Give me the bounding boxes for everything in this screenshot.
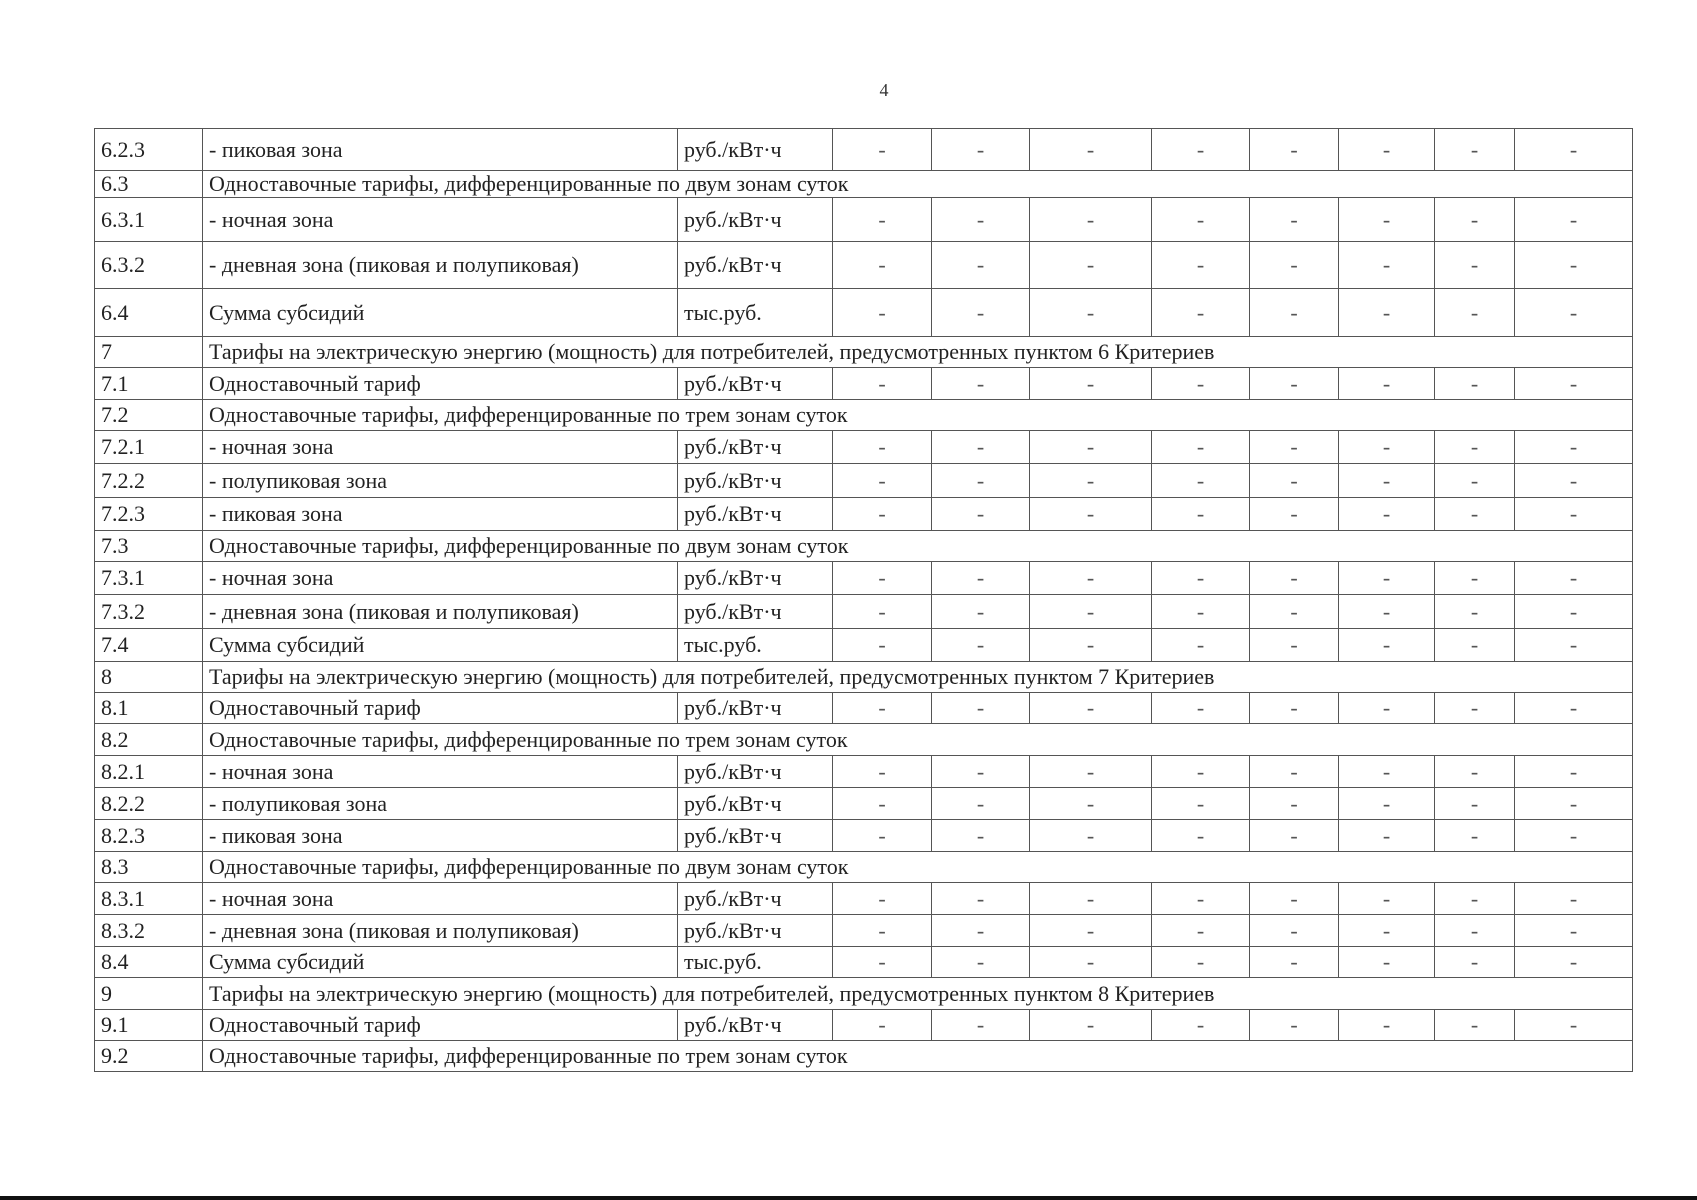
row-number: 9.2 (95, 1041, 203, 1072)
section-row (95, 662, 1633, 693)
value-cell: - (833, 820, 932, 852)
value-cell: - (1152, 820, 1250, 852)
section-title: Одноставочные тарифы, дифференцированные по двум зонам суток (203, 171, 1633, 198)
value-cell: - (932, 595, 1030, 629)
value-cell: - (932, 883, 1030, 915)
value-cell: - (1339, 629, 1435, 662)
row-number: 8.1 (95, 693, 203, 724)
section-title: Тарифы на электрическую энергию (мощность) для потребителей, предусмотренных пунктом 8 Критериев (203, 978, 1633, 1010)
section-row (95, 852, 1633, 883)
row-number: 9.1 (95, 1010, 203, 1041)
row-description: - пиковая зона (203, 820, 678, 852)
value-cell: - (932, 562, 1030, 595)
page-number: 4 (879, 80, 889, 100)
value-cell: - (1435, 915, 1515, 947)
table-row (95, 1010, 1633, 1041)
row-number: 8 (95, 662, 203, 693)
value-cell: - (1339, 198, 1435, 242)
unit-cell: руб./кВт·ч (678, 198, 833, 242)
value-cell: - (1339, 788, 1435, 820)
value-cell: - (1030, 820, 1152, 852)
value-cell: - (1152, 883, 1250, 915)
tariff-table (94, 128, 1633, 1072)
value-cell: - (1435, 242, 1515, 289)
section-row (95, 171, 1633, 198)
table-row (95, 788, 1633, 820)
value-cell: - (1152, 464, 1250, 498)
row-description: - ночная зона (203, 883, 678, 915)
value-cell: - (1152, 693, 1250, 724)
unit-cell: руб./кВт·ч (678, 820, 833, 852)
value-cell: - (833, 498, 932, 531)
table-row (95, 947, 1633, 978)
row-description: - ночная зона (203, 431, 678, 464)
value-cell: - (1435, 883, 1515, 915)
row-description: - дневная зона (пиковая и полупиковая) (203, 595, 678, 629)
row-description: - ночная зона (203, 756, 678, 788)
value-cell: - (932, 693, 1030, 724)
value-cell: - (1339, 693, 1435, 724)
row-description: - полупиковая зона (203, 464, 678, 498)
value-cell: - (833, 756, 932, 788)
value-cell: - (1152, 788, 1250, 820)
value-cell: - (932, 947, 1030, 978)
table-row (95, 242, 1633, 289)
value-cell: - (833, 629, 932, 662)
table-row (95, 368, 1633, 400)
value-cell: - (1515, 756, 1633, 788)
value-cell: - (1152, 198, 1250, 242)
value-cell: - (1152, 756, 1250, 788)
value-cell: - (1152, 629, 1250, 662)
row-number: 8.2 (95, 724, 203, 756)
value-cell: - (1030, 562, 1152, 595)
value-cell: - (1152, 595, 1250, 629)
value-cell: - (1152, 242, 1250, 289)
value-cell: - (1030, 431, 1152, 464)
value-cell: - (1250, 289, 1339, 337)
value-cell: - (1250, 562, 1339, 595)
unit-cell: руб./кВт·ч (678, 129, 833, 171)
value-cell: - (1250, 198, 1339, 242)
row-description: - дневная зона (пиковая и полупиковая) (203, 915, 678, 947)
table-row (95, 562, 1633, 595)
value-cell: - (1515, 820, 1633, 852)
value-cell: - (1339, 431, 1435, 464)
value-cell: - (1030, 129, 1152, 171)
row-number: 7.2.3 (95, 498, 203, 531)
table-row (95, 820, 1633, 852)
row-number: 7.3.1 (95, 562, 203, 595)
value-cell: - (833, 595, 932, 629)
row-description: Одноставочный тариф (203, 1010, 678, 1041)
value-cell: - (1250, 629, 1339, 662)
value-cell: - (1339, 947, 1435, 978)
table-row (95, 289, 1633, 337)
unit-cell: руб./кВт·ч (678, 756, 833, 788)
value-cell: - (932, 1010, 1030, 1041)
value-cell: - (1435, 820, 1515, 852)
row-number: 8.3 (95, 852, 203, 883)
value-cell: - (1435, 198, 1515, 242)
value-cell: - (932, 498, 1030, 531)
section-row (95, 1041, 1633, 1072)
value-cell: - (1152, 368, 1250, 400)
row-number: 7.2.1 (95, 431, 203, 464)
value-cell: - (1030, 242, 1152, 289)
value-cell: - (932, 198, 1030, 242)
value-cell: - (1515, 693, 1633, 724)
value-cell: - (833, 242, 932, 289)
value-cell: - (1435, 289, 1515, 337)
value-cell: - (833, 129, 932, 171)
value-cell: - (1515, 1010, 1633, 1041)
value-cell: - (1250, 464, 1339, 498)
value-cell: - (932, 629, 1030, 662)
row-number: 8.3.2 (95, 915, 203, 947)
value-cell: - (833, 562, 932, 595)
section-title: Одноставочные тарифы, дифференцированные по двум зонам суток (203, 531, 1633, 562)
value-cell: - (1250, 129, 1339, 171)
value-cell: - (1030, 947, 1152, 978)
value-cell: - (1250, 242, 1339, 289)
value-cell: - (932, 289, 1030, 337)
value-cell: - (932, 368, 1030, 400)
value-cell: - (1250, 595, 1339, 629)
value-cell: - (1435, 498, 1515, 531)
table-row (95, 431, 1633, 464)
value-cell: - (1515, 629, 1633, 662)
value-cell: - (1030, 1010, 1152, 1041)
value-cell: - (833, 947, 932, 978)
value-cell: - (1435, 693, 1515, 724)
value-cell: - (1152, 431, 1250, 464)
table-row (95, 498, 1633, 531)
unit-cell: тыс.руб. (678, 629, 833, 662)
row-description: Сумма субсидий (203, 289, 678, 337)
value-cell: - (833, 915, 932, 947)
row-description: Сумма субсидий (203, 629, 678, 662)
unit-cell: руб./кВт·ч (678, 693, 833, 724)
value-cell: - (1152, 289, 1250, 337)
value-cell: - (1515, 915, 1633, 947)
row-number: 8.4 (95, 947, 203, 978)
unit-cell: руб./кВт·ч (678, 883, 833, 915)
row-number: 7.1 (95, 368, 203, 400)
unit-cell: руб./кВт·ч (678, 1010, 833, 1041)
section-title: Тарифы на электрическую энергию (мощность) для потребителей, предусмотренных пунктом 7 Критериев (203, 662, 1633, 693)
table-row (95, 129, 1633, 171)
value-cell: - (1250, 947, 1339, 978)
value-cell: - (1250, 756, 1339, 788)
table-row (95, 629, 1633, 662)
row-description: - полупиковая зона (203, 788, 678, 820)
value-cell: - (833, 368, 932, 400)
value-cell: - (1250, 431, 1339, 464)
row-description: Сумма субсидий (203, 947, 678, 978)
value-cell: - (932, 915, 1030, 947)
unit-cell: тыс.руб. (678, 289, 833, 337)
value-cell: - (1030, 198, 1152, 242)
row-number: 7.3.2 (95, 595, 203, 629)
value-cell: - (1030, 498, 1152, 531)
row-description: Одноставочный тариф (203, 368, 678, 400)
value-cell: - (1435, 129, 1515, 171)
value-cell: - (1515, 498, 1633, 531)
value-cell: - (1030, 629, 1152, 662)
value-cell: - (1250, 883, 1339, 915)
value-cell: - (1435, 629, 1515, 662)
section-title: Одноставочные тарифы, дифференцированные по трем зонам суток (203, 724, 1633, 756)
value-cell: - (1250, 1010, 1339, 1041)
value-cell: - (1250, 498, 1339, 531)
value-cell: - (1030, 289, 1152, 337)
row-number: 7.4 (95, 629, 203, 662)
section-row (95, 337, 1633, 368)
value-cell: - (1339, 562, 1435, 595)
value-cell: - (1339, 498, 1435, 531)
value-cell: - (833, 431, 932, 464)
value-cell: - (1030, 595, 1152, 629)
value-cell: - (1030, 693, 1152, 724)
value-cell: - (1515, 947, 1633, 978)
section-row (95, 531, 1633, 562)
row-number: 7 (95, 337, 203, 368)
value-cell: - (1435, 947, 1515, 978)
table-row (95, 883, 1633, 915)
section-title: Одноставочные тарифы, дифференцированные по двум зонам суток (203, 852, 1633, 883)
value-cell: - (1250, 368, 1339, 400)
unit-cell: руб./кВт·ч (678, 368, 833, 400)
value-cell: - (833, 693, 932, 724)
section-row (95, 400, 1633, 431)
value-cell: - (833, 464, 932, 498)
value-cell: - (1152, 498, 1250, 531)
value-cell: - (1152, 915, 1250, 947)
table-row (95, 915, 1633, 947)
value-cell: - (1515, 464, 1633, 498)
value-cell: - (1435, 1010, 1515, 1041)
unit-cell: руб./кВт·ч (678, 431, 833, 464)
value-cell: - (1339, 1010, 1435, 1041)
value-cell: - (1339, 915, 1435, 947)
value-cell: - (932, 756, 1030, 788)
unit-cell: руб./кВт·ч (678, 595, 833, 629)
row-number: 7.2 (95, 400, 203, 431)
row-description: - ночная зона (203, 562, 678, 595)
table-row (95, 464, 1633, 498)
row-number: 9 (95, 978, 203, 1010)
row-description: - пиковая зона (203, 498, 678, 531)
value-cell: - (833, 788, 932, 820)
value-cell: - (1339, 464, 1435, 498)
row-number: 6.3 (95, 171, 203, 198)
value-cell: - (1250, 693, 1339, 724)
value-cell: - (1515, 883, 1633, 915)
row-number: 6.4 (95, 289, 203, 337)
value-cell: - (833, 1010, 932, 1041)
row-number: 8.3.1 (95, 883, 203, 915)
section-title: Одноставочные тарифы, дифференцированные по трем зонам суток (203, 1041, 1633, 1072)
value-cell: - (1250, 788, 1339, 820)
value-cell: - (1339, 756, 1435, 788)
unit-cell: руб./кВт·ч (678, 562, 833, 595)
value-cell: - (1339, 289, 1435, 337)
unit-cell: руб./кВт·ч (678, 498, 833, 531)
value-cell: - (1030, 915, 1152, 947)
value-cell: - (1030, 788, 1152, 820)
value-cell: - (1435, 595, 1515, 629)
value-cell: - (1152, 562, 1250, 595)
unit-cell: руб./кВт·ч (678, 242, 833, 289)
value-cell: - (1515, 242, 1633, 289)
value-cell: - (1515, 289, 1633, 337)
value-cell: - (1435, 368, 1515, 400)
unit-cell: руб./кВт·ч (678, 788, 833, 820)
section-title: Одноставочные тарифы, дифференцированные по трем зонам суток (203, 400, 1633, 431)
row-number: 6.2.3 (95, 129, 203, 171)
table-row (95, 693, 1633, 724)
section-row (95, 724, 1633, 756)
unit-cell: тыс.руб. (678, 947, 833, 978)
value-cell: - (1515, 198, 1633, 242)
scan-edge (0, 1196, 1697, 1200)
value-cell: - (1030, 464, 1152, 498)
value-cell: - (932, 431, 1030, 464)
row-number: 6.3.2 (95, 242, 203, 289)
row-description: Одноставочный тариф (203, 693, 678, 724)
value-cell: - (1435, 756, 1515, 788)
row-description: - ночная зона (203, 198, 678, 242)
value-cell: - (1030, 883, 1152, 915)
value-cell: - (833, 883, 932, 915)
value-cell: - (1339, 129, 1435, 171)
value-cell: - (1152, 1010, 1250, 1041)
table-row (95, 595, 1633, 629)
value-cell: - (1030, 756, 1152, 788)
value-cell: - (932, 788, 1030, 820)
value-cell: - (932, 242, 1030, 289)
section-row (95, 978, 1633, 1010)
table-row (95, 756, 1633, 788)
value-cell: - (1339, 242, 1435, 289)
value-cell: - (1515, 788, 1633, 820)
value-cell: - (932, 464, 1030, 498)
value-cell: - (1515, 368, 1633, 400)
value-cell: - (1030, 368, 1152, 400)
value-cell: - (1515, 595, 1633, 629)
value-cell: - (1152, 947, 1250, 978)
value-cell: - (1435, 464, 1515, 498)
row-number: 7.2.2 (95, 464, 203, 498)
value-cell: - (1250, 820, 1339, 852)
value-cell: - (1339, 368, 1435, 400)
row-number: 8.2.2 (95, 788, 203, 820)
value-cell: - (1152, 129, 1250, 171)
value-cell: - (1339, 820, 1435, 852)
unit-cell: руб./кВт·ч (678, 915, 833, 947)
row-description: - пиковая зона (203, 129, 678, 171)
value-cell: - (833, 289, 932, 337)
value-cell: - (1435, 431, 1515, 464)
row-number: 8.2.3 (95, 820, 203, 852)
tariff-table-body (95, 129, 1633, 1072)
row-description: - дневная зона (пиковая и полупиковая) (203, 242, 678, 289)
row-number: 8.2.1 (95, 756, 203, 788)
unit-cell: руб./кВт·ч (678, 464, 833, 498)
row-number: 6.3.1 (95, 198, 203, 242)
section-title: Тарифы на электрическую энергию (мощность) для потребителей, предусмотренных пунктом 6 Критериев (203, 337, 1633, 368)
value-cell: - (833, 198, 932, 242)
value-cell: - (1515, 562, 1633, 595)
value-cell: - (1515, 431, 1633, 464)
value-cell: - (1339, 883, 1435, 915)
row-number: 7.3 (95, 531, 203, 562)
value-cell: - (932, 129, 1030, 171)
value-cell: - (1250, 915, 1339, 947)
table-row (95, 198, 1633, 242)
value-cell: - (1435, 562, 1515, 595)
value-cell: - (932, 820, 1030, 852)
value-cell: - (1515, 129, 1633, 171)
value-cell: - (1339, 595, 1435, 629)
value-cell: - (1435, 788, 1515, 820)
